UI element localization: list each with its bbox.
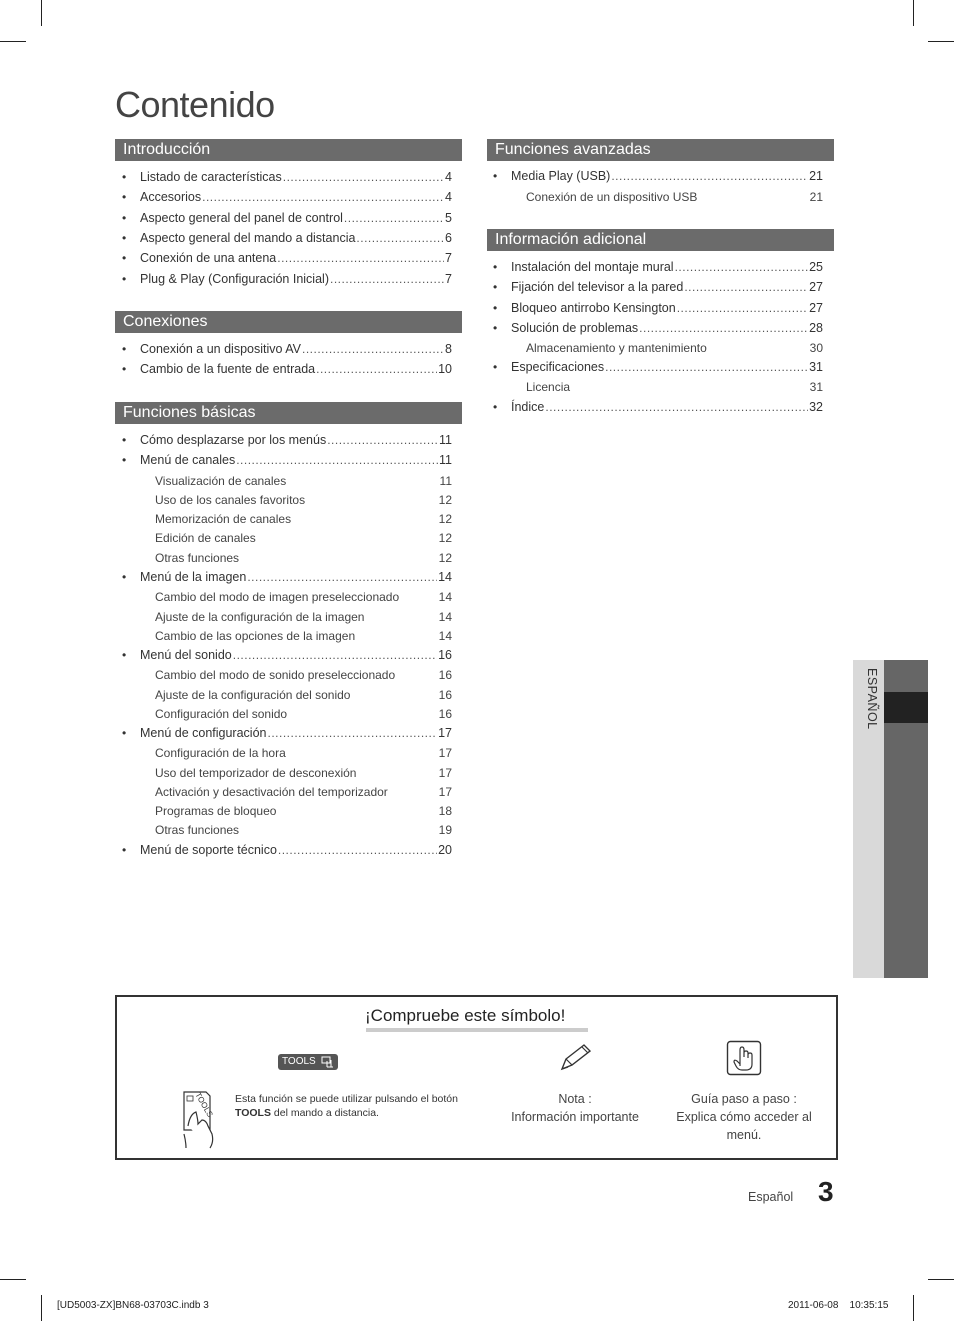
- toc-item-page: 21: [809, 169, 823, 183]
- toc-item: [493, 260, 823, 274]
- toc-dot-leader: [684, 280, 808, 294]
- tools-description-bold: TOOLS: [235, 1107, 271, 1119]
- toc-item-page: 28: [809, 321, 823, 335]
- toc-subitem: [155, 610, 452, 624]
- toc-item-label: Bloqueo antirrobo Kensington: [511, 301, 676, 315]
- toc-item: [122, 453, 452, 467]
- toc-subitem-page: 12: [438, 493, 452, 507]
- bullet-icon: •: [122, 251, 127, 265]
- bullet-icon: •: [122, 362, 127, 376]
- toc-subitem-label: Otras funciones: [155, 823, 240, 837]
- toc-subitem-label: Cambio del modo de imagen preseleccionado: [155, 590, 400, 604]
- guide-label: [660, 1090, 828, 1144]
- toc-dot-leader: [330, 272, 444, 286]
- symbols-title-underline: [366, 1028, 588, 1032]
- toc-subitem: [526, 190, 823, 204]
- crop-mark: [913, 1295, 914, 1321]
- toc-subitem: [155, 551, 452, 565]
- toc-dot-leader: [677, 301, 808, 315]
- toc-item: [493, 400, 823, 414]
- toc-subitem-label: Memorización de canales: [155, 512, 292, 526]
- toc-item-label: Índice: [511, 400, 545, 414]
- note-pencil-icon: [558, 1043, 592, 1073]
- toc-item-label: Listado de características: [140, 170, 282, 184]
- step-guide-hand-icon: [726, 1040, 762, 1076]
- toc-dot-leader: [283, 170, 444, 184]
- toc-subitem-label: Licencia: [526, 380, 571, 394]
- toc-item-page: 27: [809, 280, 823, 294]
- toc-subitem: [155, 474, 452, 488]
- toc-subitem: [155, 823, 452, 837]
- toc-subitem: [155, 668, 452, 682]
- tools-description-line2: [235, 1106, 475, 1120]
- toc-subitem-label: Conexión de un dispositivo USB: [526, 190, 698, 204]
- toc-item-page: 7: [445, 272, 452, 286]
- toc-subitem: [526, 380, 823, 394]
- note-description: Información importante: [511, 1110, 639, 1124]
- toc-dot-leader: [611, 169, 808, 183]
- toc-subitem-page: 14: [438, 629, 452, 643]
- toc-item-label: Menú de canales: [140, 453, 236, 467]
- toc-subitem-label: Configuración de la hora: [155, 746, 286, 760]
- toc-item-label: Menú de soporte técnico: [140, 843, 277, 857]
- toc-subitem-page: 14: [438, 590, 452, 604]
- hand-label-tools: TOOLS: [193, 1090, 215, 1119]
- toc-dot-leader: [639, 321, 808, 335]
- crop-mark: [41, 1295, 42, 1321]
- toc-subitem-page: 16: [438, 707, 452, 721]
- footer-language: Español: [748, 1190, 794, 1204]
- toc-subitem-page: 17: [438, 785, 452, 799]
- bullet-icon: •: [493, 321, 498, 335]
- toc-item-label: Media Play (USB): [511, 169, 611, 183]
- toc-subitem-page: 12: [438, 551, 452, 565]
- guide-title: Guía paso a paso :: [691, 1092, 797, 1106]
- toc-item: [122, 843, 452, 857]
- toc-subitem-page: 17: [438, 766, 452, 780]
- toc-dot-leader: [267, 726, 437, 740]
- toc-item: [493, 280, 823, 294]
- toc-item-label: Fijación del televisor a la pared: [511, 280, 684, 294]
- toc-item-page: 10: [438, 362, 452, 376]
- toc-item: [122, 342, 452, 356]
- crop-mark: [928, 1279, 954, 1280]
- guide-description-line2: menú.: [726, 1128, 762, 1142]
- toc-item-page: 4: [445, 170, 452, 184]
- toc-dot-leader: [316, 362, 437, 376]
- bullet-icon: •: [122, 342, 127, 356]
- toc-item: [122, 251, 452, 265]
- toc-item-page: 6: [445, 231, 452, 245]
- bullet-icon: •: [122, 648, 127, 662]
- toc-subitem-page: 14: [438, 610, 452, 624]
- toc-subitem: [155, 531, 452, 545]
- toc-subitem-page: 21: [809, 190, 823, 204]
- toc-item: [493, 301, 823, 315]
- crop-mark: [41, 0, 42, 26]
- toc-item-label: Accesorios: [140, 190, 202, 204]
- toc-subitem-page: 19: [438, 823, 452, 837]
- section-header-introduccion: Introducción: [115, 139, 462, 161]
- toc-item-label: Menú de la imagen: [140, 570, 247, 584]
- toc-item: [493, 360, 823, 374]
- toc-subitem-page: 17: [438, 746, 452, 760]
- toc-subitem-page: 11: [439, 474, 452, 488]
- tools-badge-icon: [321, 1056, 335, 1068]
- tools-description-line1: Esta función se puede utilizar pulsando el botón: [235, 1093, 458, 1105]
- toc-item-label: Cómo desplazarse por los menús: [140, 433, 327, 447]
- toc-subitem-page: 12: [438, 531, 452, 545]
- toc-subitem-label: Cambio del modo de sonido preseleccionado: [155, 668, 396, 682]
- toc-subitem-label: Visualización de canales: [155, 474, 287, 488]
- toc-dot-leader: [302, 342, 444, 356]
- toc-dot-leader: [236, 453, 438, 467]
- toc-subitem-label: Cambio de las opciones de la imagen: [155, 629, 356, 643]
- toc-subitem-label: Ajuste de la configuración del sonido: [155, 688, 351, 702]
- toc-dot-leader: [356, 231, 444, 245]
- toc-subitem: [155, 493, 452, 507]
- bullet-icon: •: [122, 211, 127, 225]
- toc-subitem: [155, 766, 452, 780]
- bullet-icon: •: [493, 400, 498, 414]
- toc-item: [122, 231, 452, 245]
- toc-item-label: Cambio de la fuente de entrada: [140, 362, 316, 376]
- toc-item-page: 20: [438, 843, 452, 857]
- toc-item-page: 8: [445, 342, 452, 356]
- toc-item-label: Menú del sonido: [140, 648, 232, 662]
- toc-subitem: [155, 629, 452, 643]
- toc-item: [493, 169, 823, 183]
- toc-subitem-page: 18: [438, 804, 452, 818]
- print-timestamp: 2011-06-08 10:35:15: [788, 1300, 889, 1311]
- bullet-icon: •: [122, 272, 127, 286]
- bullet-icon: •: [122, 726, 127, 740]
- toc-item-label: Conexión a un dispositivo AV: [140, 342, 301, 356]
- bullet-icon: •: [122, 843, 127, 857]
- toc-item: [122, 272, 452, 286]
- toc-dot-leader: [202, 190, 444, 204]
- toc-item-page: 4: [445, 190, 452, 204]
- toc-subitem: [155, 746, 452, 760]
- tools-description-rest: del mando a distancia.: [270, 1107, 379, 1119]
- toc-item-page: 25: [809, 260, 823, 274]
- bullet-icon: •: [493, 360, 498, 374]
- toc-item-page: 31: [809, 360, 823, 374]
- toc-subitem: [155, 804, 452, 818]
- bullet-icon: •: [122, 570, 127, 584]
- toc-subitem: [155, 785, 452, 799]
- toc-subitem-label: Edición de canales: [155, 531, 256, 545]
- bullet-icon: •: [122, 433, 127, 447]
- toc-item: [122, 570, 452, 584]
- toc-subitem: [155, 707, 452, 721]
- toc-dot-leader: [605, 360, 808, 374]
- toc-dot-leader: [277, 251, 444, 265]
- toc-dot-leader: [247, 570, 437, 584]
- tools-badge-label: TOOLS: [282, 1056, 316, 1067]
- toc-subitem-page: 16: [438, 668, 452, 682]
- toc-item-label: Aspecto general del mando a distancia: [140, 231, 356, 245]
- symbols-title: ¡Compruebe este símbolo!: [365, 1006, 566, 1025]
- toc-subitem-label: Uso del temporizador de desconexión: [155, 766, 357, 780]
- note-label: [490, 1090, 660, 1126]
- toc-item: [122, 648, 452, 662]
- toc-dot-leader: [233, 648, 437, 662]
- toc-dot-leader: [545, 400, 808, 414]
- toc-item-label: Solución de problemas: [511, 321, 639, 335]
- crop-mark: [913, 0, 914, 26]
- bullet-icon: •: [493, 169, 498, 183]
- toc-subitem: [155, 590, 452, 604]
- bullet-icon: •: [122, 190, 127, 204]
- toc-item: [493, 321, 823, 335]
- toc-subitem: [526, 341, 823, 355]
- toc-item: [122, 726, 452, 740]
- toc-item-label: Plug & Play (Configuración Inicial): [140, 272, 329, 286]
- toc-dot-leader: [675, 260, 809, 274]
- crop-mark: [0, 41, 26, 42]
- toc-subitem-label: Ajuste de la configuración de la imagen: [155, 610, 365, 624]
- bullet-icon: •: [493, 260, 498, 274]
- toc-subitem-label: Programas de bloqueo: [155, 804, 277, 818]
- bullet-icon: •: [122, 231, 127, 245]
- toc-subitem-label: Otras funciones: [155, 551, 240, 565]
- toc-dot-leader: [327, 433, 438, 447]
- toc-subitem-label: Uso de los canales favoritos: [155, 493, 306, 507]
- toc-dot-leader: [278, 843, 437, 857]
- toc-subitem-label: Almacenamiento y mantenimiento: [526, 341, 707, 355]
- side-tab-marker: [884, 692, 928, 723]
- toc-subitem-label: Activación y desactivación del temporizador: [155, 785, 388, 799]
- toc-item-label: Aspecto general del panel de control: [140, 211, 343, 225]
- section-header-funciones-avanzadas: Funciones avanzadas: [487, 139, 834, 161]
- toc-subitem-page: 16: [438, 688, 452, 702]
- toc-item-page: 11: [439, 433, 452, 447]
- toc-item-label: Instalación del montaje mural: [511, 260, 674, 274]
- toc-item-page: 7: [445, 251, 452, 265]
- toc-item: [122, 170, 452, 184]
- toc-item: [122, 211, 452, 225]
- toc-subitem-label: Configuración del sonido: [155, 707, 288, 721]
- toc-item-label: Menú de configuración: [140, 726, 267, 740]
- section-header-informacion-adicional: Información adicional: [487, 229, 834, 251]
- toc-item: [122, 190, 452, 204]
- toc-item-label: Conexión de una antena: [140, 251, 277, 265]
- toc-subitem: [155, 688, 452, 702]
- toc-item-page: 32: [809, 400, 823, 414]
- toc-item: [122, 362, 452, 376]
- toc-item-page: 16: [438, 648, 452, 662]
- toc-item-page: 5: [445, 211, 452, 225]
- crop-mark: [0, 1279, 26, 1280]
- toc-subitem-page: 31: [809, 380, 823, 394]
- section-header-conexiones: Conexiones: [115, 311, 462, 333]
- bullet-icon: •: [122, 170, 127, 184]
- bullet-icon: •: [493, 280, 498, 294]
- note-title: Nota :: [558, 1092, 592, 1106]
- section-header-funciones-basicas: Funciones básicas: [115, 402, 462, 424]
- toc-dot-leader: [344, 211, 444, 225]
- toc-item-label: Especificaciones: [511, 360, 605, 374]
- toc-subitem: [155, 512, 452, 526]
- bullet-icon: •: [493, 301, 498, 315]
- toc-item-page: 27: [809, 301, 823, 315]
- toc-item-page: 14: [438, 570, 452, 584]
- tools-description: [235, 1092, 475, 1120]
- toc-item-page: 11: [439, 453, 452, 467]
- toc-item-page: 17: [438, 726, 452, 740]
- footer-page-number: 3: [818, 1176, 834, 1207]
- toc-item: [122, 433, 452, 447]
- guide-description-line1: Explica cómo acceder al: [676, 1110, 812, 1124]
- toc-subitem-page: 30: [809, 341, 823, 355]
- page-title: Contenido: [115, 84, 275, 125]
- print-file-info: [UD5003-ZX]BN68-03703C.indb 3: [57, 1300, 209, 1311]
- tools-badge: [278, 1054, 338, 1070]
- toc-subitem-page: 12: [438, 512, 452, 526]
- crop-mark: [928, 41, 954, 42]
- bullet-icon: •: [122, 453, 127, 467]
- side-tab-language: ESPAÑOL: [865, 668, 879, 730]
